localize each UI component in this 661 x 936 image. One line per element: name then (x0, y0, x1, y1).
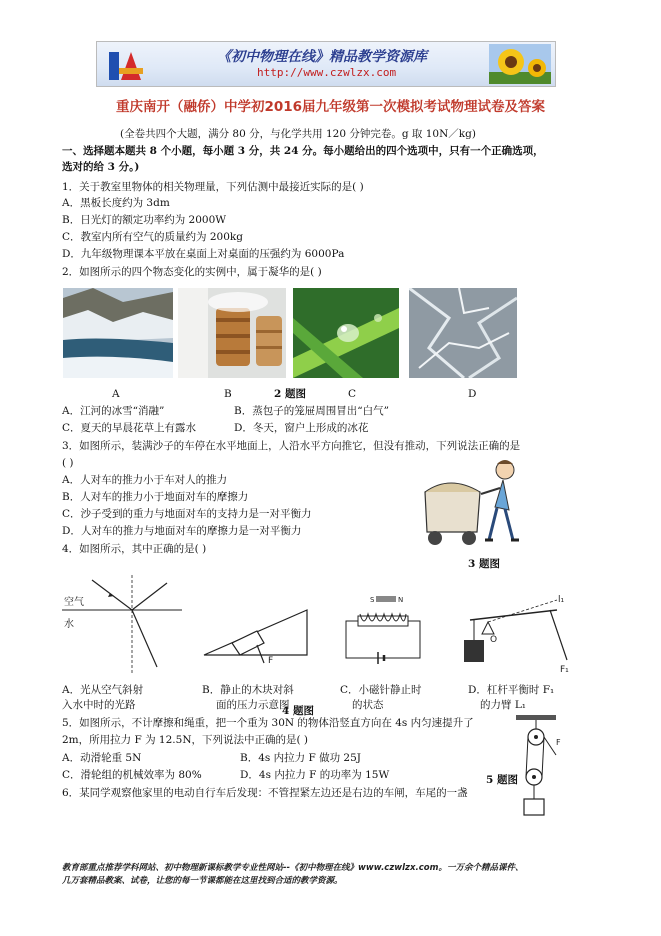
question-5-stem: 5．如图所示，不计摩擦和绳重，把一个重为 30N 的物体沿竖直方向在 4s 内匀速提升了 (62, 717, 474, 729)
question-3-option-a: A．人对车的推力小于车对人的推力 (62, 474, 228, 486)
question-5-option-c: C．滑轮组的机械效率为 80% (62, 769, 202, 781)
question-4-option-b-line1: B．静止的木块对斜 (202, 684, 294, 696)
banner-title: 《初中物理在线》精品教学资源库 (217, 49, 427, 65)
figure-4c-n-label: N (398, 596, 404, 604)
document-title: 重庆南开（融侨）中学初2016届九年级第一次模拟考试物理试卷及答案 (115, 99, 546, 115)
question-1-option-b: B．日光灯的额定功率约为 2000W (62, 214, 227, 226)
photo-window-frost (409, 288, 517, 378)
figure-2-label-a: A (112, 388, 120, 400)
banner-url[interactable]: http://www.czwlzx.com (257, 66, 397, 79)
question-4-option-a-line1: A．光从空气斜射 (62, 684, 144, 696)
figure-4a-water-label: 水 (64, 619, 74, 630)
figure-3-boy-pushing-cart (405, 452, 535, 552)
footer-line-2: 几万套精品教案、试卷，让您的每一节课都能在这里找到合适的教学资源。 (62, 876, 343, 886)
question-1-stem: 1．关于教室里物体的相关物理量，下列估测中最接近实际的是( ) (62, 181, 364, 193)
question-2-option-c: C．夏天的早晨花草上有露水 (62, 422, 197, 434)
site-logo-icon (105, 46, 145, 82)
figure-4-caption: 4 题图 (282, 705, 314, 717)
question-5-option-a: A．动滑轮重 5N (62, 752, 142, 764)
figure-2-caption: 2 题图 (274, 388, 306, 400)
question-2-option-b: B．蒸包子的笼屉周围冒出“白气” (234, 405, 389, 417)
section-heading-line2: 选对的给 3 分。) (62, 161, 140, 173)
figure-4b-force-label: F (268, 656, 274, 665)
photo-steamer-baskets (178, 288, 286, 378)
question-3-stem: 3．如图所示，装满沙子的车停在水平地面上，人沿水平方向推它，但没有推动，下列说法正确的是 (62, 440, 521, 452)
question-1-option-c: C．教室内所有空气的质量约为 200kg (62, 231, 243, 243)
question-3-option-d: D．人对车的推力与地面对车的摩擦力是一对平衡力 (62, 525, 302, 537)
question-3-option-c: C．沙子受到的重力与地面对车的支持力是一对平衡力 (62, 508, 312, 520)
question-5-stem-line2: 2m，所用拉力 F 为 12.5N，下列说法中正确的是( ) (62, 734, 309, 746)
question-4-option-b-line2: 面的压力示意图 (216, 699, 290, 711)
figure-5-caption: 5 题图 (486, 774, 518, 786)
figure-3-caption: 3 题图 (468, 558, 500, 570)
question-3-stem-parens: ( ) (62, 457, 74, 469)
question-5-option-b: B．4s 内拉力 F 做功 25J (240, 752, 361, 764)
photo-dew-drop (293, 288, 399, 378)
figure-4d-lever (462, 580, 577, 675)
question-4-option-d-line1: D．杠杆平衡时 F₁ (468, 684, 555, 696)
question-6-stem: 6．某同学观察他家里的电动自行车后发现：不管捏紧左边还是右边的车闸，车尾的一盏 (62, 787, 468, 799)
question-4-option-c-line2: 的状态 (352, 699, 384, 711)
document-subtitle: (全卷共四个大题，满分 80 分，与化学共用 120 分钟完卷。g 取 10N／kg) (120, 128, 476, 140)
figure-4a-air-label: 空气 (64, 597, 84, 608)
page-footer (62, 862, 602, 888)
question-2-stem: 2．如图所示的四个物态变化的实例中，属于凝华的是( ) (62, 266, 322, 278)
figure-4d-l1-label: l₁ (558, 595, 565, 605)
header-banner (96, 41, 556, 87)
question-2-option-a: A．江河的冰雪“消融” (62, 405, 165, 417)
question-2-option-d: D．冬天，窗户上形成的冰花 (234, 422, 369, 434)
question-4-option-c-line1: C．小磁针静止时 (340, 684, 422, 696)
question-1-option-a: A．黑板长度约为 3dm (62, 197, 170, 209)
figure-2-label-d: D (468, 388, 477, 400)
question-4-option-d-line2: 的力臂 L₁ (480, 699, 527, 711)
section-heading-line1: 一、选择题本题共 8 个小题，每小题 3 分，共 24 分。每小题给出的四个选项中，只有一个正确选项， (62, 145, 544, 157)
figure-4c-s-label: S (370, 596, 375, 604)
footer-line-1: 教育部重点推荐学科网站、初中物理新课标教学专业性网站--《初中物理在线》www.czwlzx.com。一万余个精品课件、 (62, 863, 524, 873)
sunflower-icon (489, 44, 551, 84)
figure-4d-o-label: O (490, 635, 498, 645)
question-4-stem: 4．如图所示，其中正确的是( ) (62, 543, 207, 555)
figure-4b-incline-force (202, 595, 312, 665)
figure-5-pulley-system (512, 715, 567, 820)
question-3-option-b: B．人对车的推力小于地面对车的摩擦力 (62, 491, 249, 503)
figure-4a-refraction (62, 575, 182, 675)
figure-2-label-c: C (348, 388, 357, 400)
photo-melting-ice (63, 288, 173, 378)
question-4-option-a-line2: 入水中时的光路 (62, 699, 136, 711)
figure-2-label-b: B (224, 388, 232, 400)
question-1-option-d: D．九年级物理课本平放在桌面上对桌面的压强约为 6000Pa (62, 248, 345, 260)
figure-5-force-label: F (556, 738, 561, 747)
figure-4d-f1-label: F₁ (560, 665, 569, 675)
figure-4c-electromagnet (340, 590, 430, 670)
question-5-option-d: D．4s 内拉力 F 的功率为 15W (240, 769, 390, 781)
